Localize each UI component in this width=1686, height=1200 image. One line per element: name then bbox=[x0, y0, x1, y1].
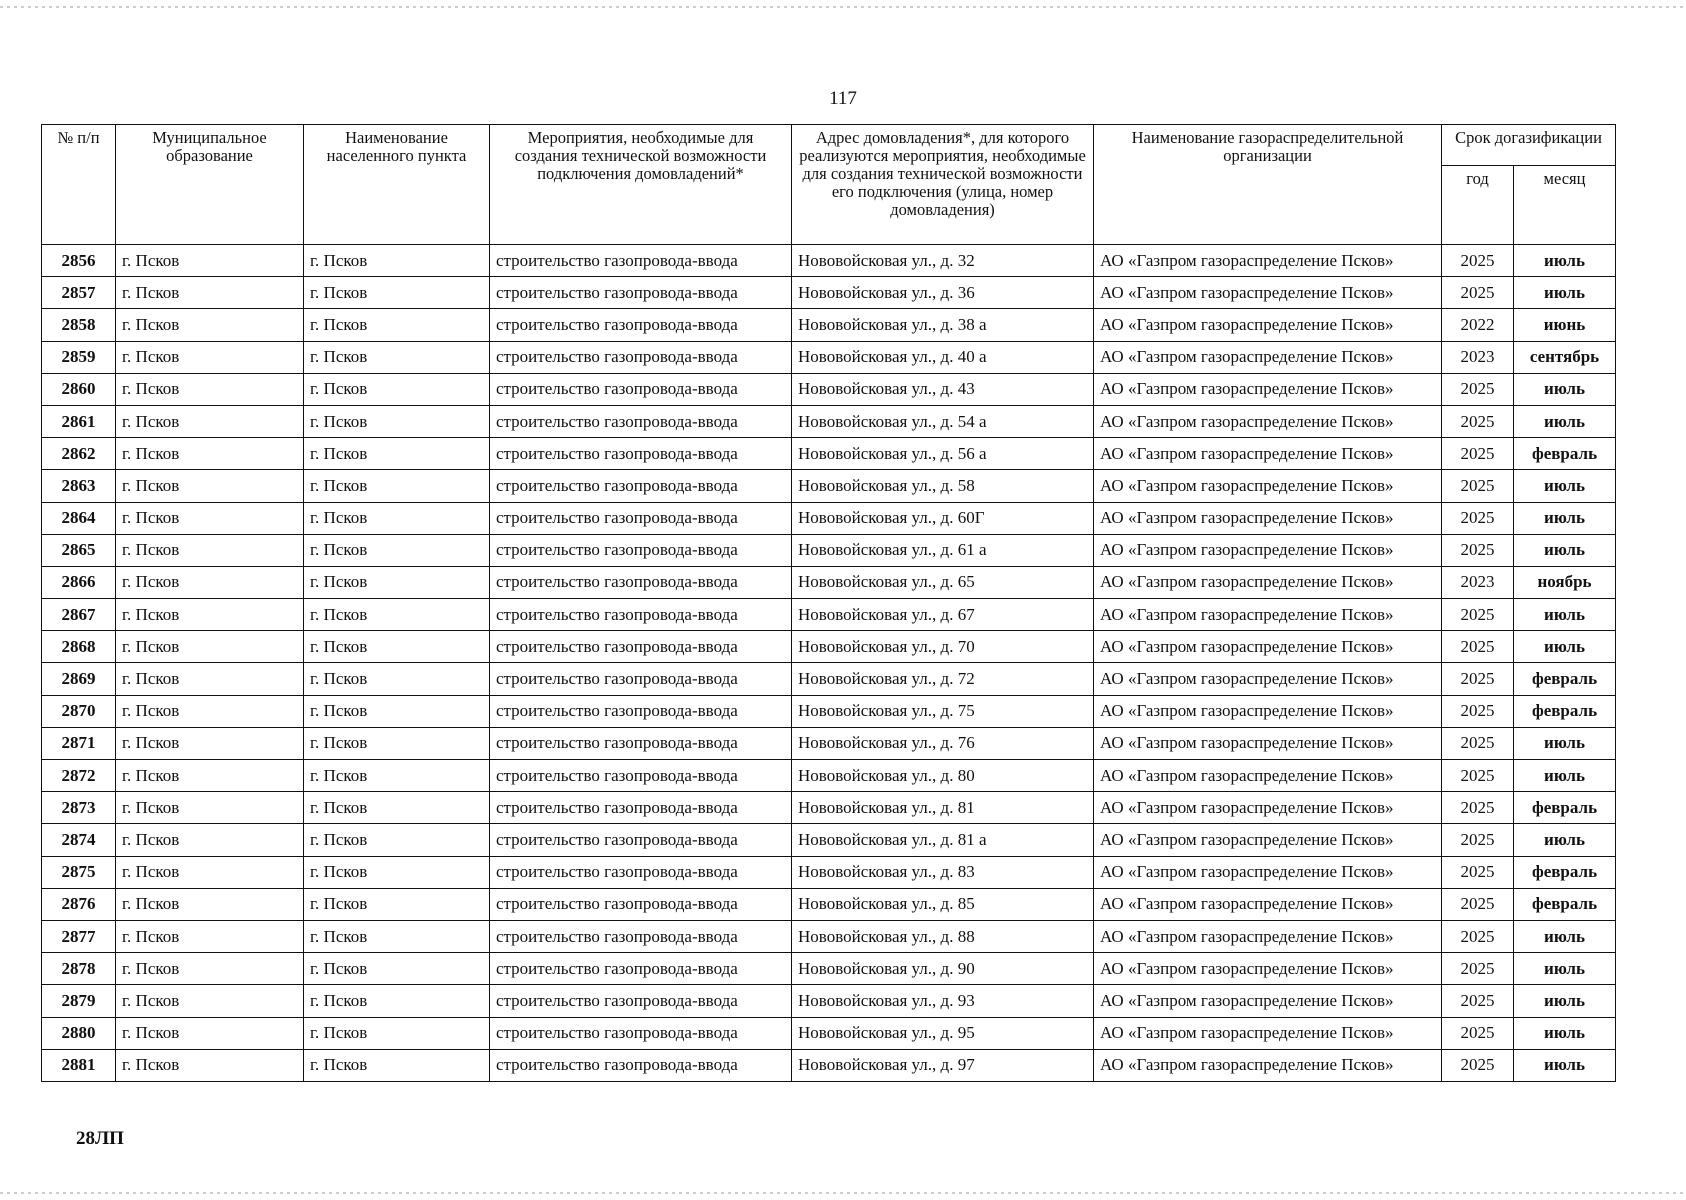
header-month: месяц bbox=[1514, 166, 1616, 245]
cell-organization: АО «Газпром газораспределение Псков» bbox=[1094, 502, 1442, 534]
cell-num: 2874 bbox=[42, 824, 116, 856]
cell-month: февраль bbox=[1514, 663, 1616, 695]
cell-organization: АО «Газпром газораспределение Псков» bbox=[1094, 245, 1442, 277]
cell-municipality: г. Псков bbox=[116, 985, 304, 1017]
footer-code: 28ЛП bbox=[76, 1128, 124, 1149]
cell-settlement: г. Псков bbox=[304, 631, 490, 663]
table-row bbox=[42, 566, 1616, 598]
cell-year: 2025 bbox=[1442, 792, 1514, 824]
cell-settlement: г. Псков bbox=[304, 953, 490, 985]
cell-year: 2025 bbox=[1442, 824, 1514, 856]
cell-measure: строительство газопровода-ввода bbox=[490, 631, 792, 663]
cell-organization: АО «Газпром газораспределение Псков» bbox=[1094, 534, 1442, 566]
cell-address: Нововойсковая ул., д. 81 а bbox=[792, 824, 1094, 856]
cell-num: 2877 bbox=[42, 920, 116, 952]
cell-month: июль bbox=[1514, 245, 1616, 277]
cell-municipality: г. Псков bbox=[116, 341, 304, 373]
cell-month: июль bbox=[1514, 920, 1616, 952]
table-row bbox=[42, 277, 1616, 309]
cell-measure: строительство газопровода-ввода bbox=[490, 405, 792, 437]
cell-year: 2025 bbox=[1442, 695, 1514, 727]
cell-year: 2025 bbox=[1442, 373, 1514, 405]
cell-month: февраль bbox=[1514, 856, 1616, 888]
cell-month: февраль bbox=[1514, 695, 1616, 727]
cell-measure: строительство газопровода-ввода bbox=[490, 277, 792, 309]
cell-settlement: г. Псков bbox=[304, 920, 490, 952]
cell-num: 2867 bbox=[42, 599, 116, 631]
cell-municipality: г. Псков bbox=[116, 663, 304, 695]
cell-organization: АО «Газпром газораспределение Псков» bbox=[1094, 953, 1442, 985]
table-row bbox=[42, 727, 1616, 759]
cell-measure: строительство газопровода-ввода bbox=[490, 663, 792, 695]
cell-year: 2025 bbox=[1442, 245, 1514, 277]
table-row bbox=[42, 405, 1616, 437]
table-row bbox=[42, 856, 1616, 888]
cell-year: 2025 bbox=[1442, 856, 1514, 888]
table-row bbox=[42, 985, 1616, 1017]
header-measures: Мероприятия, необходимые для создания технической возможности подключения домовладений* bbox=[490, 125, 792, 245]
cell-num: 2872 bbox=[42, 760, 116, 792]
cell-settlement: г. Псков bbox=[304, 341, 490, 373]
page-number: 117 bbox=[829, 88, 857, 109]
cell-month: июль bbox=[1514, 631, 1616, 663]
header-municipality: Муниципальное образование bbox=[116, 125, 304, 245]
cell-num: 2857 bbox=[42, 277, 116, 309]
cell-settlement: г. Псков bbox=[304, 888, 490, 920]
cell-month: июль bbox=[1514, 953, 1616, 985]
cell-settlement: г. Псков bbox=[304, 245, 490, 277]
cell-organization: АО «Газпром газораспределение Псков» bbox=[1094, 341, 1442, 373]
cell-num: 2862 bbox=[42, 438, 116, 470]
gasification-table bbox=[41, 124, 1616, 1082]
cell-month: февраль bbox=[1514, 438, 1616, 470]
cell-organization: АО «Газпром газораспределение Псков» bbox=[1094, 727, 1442, 759]
cell-num: 2870 bbox=[42, 695, 116, 727]
cell-measure: строительство газопровода-ввода bbox=[490, 888, 792, 920]
cell-organization: АО «Газпром газораспределение Псков» bbox=[1094, 599, 1442, 631]
cell-settlement: г. Псков bbox=[304, 566, 490, 598]
cell-address: Нововойсковая ул., д. 38 а bbox=[792, 309, 1094, 341]
cell-municipality: г. Псков bbox=[116, 277, 304, 309]
table-row bbox=[42, 373, 1616, 405]
cell-month: июль bbox=[1514, 534, 1616, 566]
cell-num: 2865 bbox=[42, 534, 116, 566]
cell-measure: строительство газопровода-ввода bbox=[490, 953, 792, 985]
cell-settlement: г. Псков bbox=[304, 309, 490, 341]
cell-settlement: г. Псков bbox=[304, 727, 490, 759]
cell-organization: АО «Газпром газораспределение Псков» bbox=[1094, 792, 1442, 824]
cell-address: Нововойсковая ул., д. 72 bbox=[792, 663, 1094, 695]
cell-month: ноябрь bbox=[1514, 566, 1616, 598]
cell-municipality: г. Псков bbox=[116, 727, 304, 759]
table-row bbox=[42, 1049, 1616, 1081]
cell-organization: АО «Газпром газораспределение Псков» bbox=[1094, 309, 1442, 341]
cell-address: Нововойсковая ул., д. 65 bbox=[792, 566, 1094, 598]
cell-municipality: г. Псков bbox=[116, 373, 304, 405]
cell-address: Нововойсковая ул., д. 43 bbox=[792, 373, 1094, 405]
cell-num: 2863 bbox=[42, 470, 116, 502]
cell-num: 2866 bbox=[42, 566, 116, 598]
cell-year: 2025 bbox=[1442, 502, 1514, 534]
cell-organization: АО «Газпром газораспределение Псков» bbox=[1094, 888, 1442, 920]
cell-organization: АО «Газпром газораспределение Псков» bbox=[1094, 824, 1442, 856]
table-row bbox=[42, 824, 1616, 856]
cell-organization: АО «Газпром газораспределение Псков» bbox=[1094, 920, 1442, 952]
cell-municipality: г. Псков bbox=[116, 1049, 304, 1081]
cell-municipality: г. Псков bbox=[116, 502, 304, 534]
cell-settlement: г. Псков bbox=[304, 856, 490, 888]
cell-organization: АО «Газпром газораспределение Псков» bbox=[1094, 438, 1442, 470]
cell-num: 2869 bbox=[42, 663, 116, 695]
cell-address: Нововойсковая ул., д. 83 bbox=[792, 856, 1094, 888]
table-row bbox=[42, 438, 1616, 470]
cell-organization: АО «Газпром газораспределение Псков» bbox=[1094, 470, 1442, 502]
cell-measure: строительство газопровода-ввода bbox=[490, 792, 792, 824]
table-row bbox=[42, 245, 1616, 277]
cell-measure: строительство газопровода-ввода bbox=[490, 824, 792, 856]
cell-month: июль bbox=[1514, 985, 1616, 1017]
cell-num: 2873 bbox=[42, 792, 116, 824]
cell-municipality: г. Псков bbox=[116, 824, 304, 856]
table-row bbox=[42, 534, 1616, 566]
cell-month: июль bbox=[1514, 502, 1616, 534]
scan-edge-bottom bbox=[0, 1192, 1686, 1194]
cell-num: 2876 bbox=[42, 888, 116, 920]
table-row bbox=[42, 470, 1616, 502]
cell-settlement: г. Псков bbox=[304, 470, 490, 502]
cell-measure: строительство газопровода-ввода bbox=[490, 534, 792, 566]
cell-year: 2025 bbox=[1442, 405, 1514, 437]
cell-year: 2025 bbox=[1442, 920, 1514, 952]
cell-num: 2864 bbox=[42, 502, 116, 534]
cell-month: июль bbox=[1514, 760, 1616, 792]
cell-municipality: г. Псков bbox=[116, 438, 304, 470]
cell-year: 2025 bbox=[1442, 985, 1514, 1017]
cell-organization: АО «Газпром газораспределение Псков» bbox=[1094, 663, 1442, 695]
cell-municipality: г. Псков bbox=[116, 566, 304, 598]
cell-measure: строительство газопровода-ввода bbox=[490, 760, 792, 792]
cell-settlement: г. Псков bbox=[304, 792, 490, 824]
cell-address: Нововойсковая ул., д. 85 bbox=[792, 888, 1094, 920]
cell-settlement: г. Псков bbox=[304, 760, 490, 792]
cell-municipality: г. Псков bbox=[116, 309, 304, 341]
cell-num: 2861 bbox=[42, 405, 116, 437]
cell-year: 2025 bbox=[1442, 470, 1514, 502]
cell-measure: строительство газопровода-ввода bbox=[490, 856, 792, 888]
cell-municipality: г. Псков bbox=[116, 953, 304, 985]
table-row bbox=[42, 599, 1616, 631]
table-row bbox=[42, 920, 1616, 952]
cell-settlement: г. Псков bbox=[304, 695, 490, 727]
cell-municipality: г. Псков bbox=[116, 792, 304, 824]
cell-address: Нововойсковая ул., д. 95 bbox=[792, 1017, 1094, 1049]
table-row bbox=[42, 888, 1616, 920]
cell-settlement: г. Псков bbox=[304, 985, 490, 1017]
header-organization: Наименование газораспределительной организации bbox=[1094, 125, 1442, 245]
cell-address: Нововойсковая ул., д. 36 bbox=[792, 277, 1094, 309]
cell-municipality: г. Псков bbox=[116, 245, 304, 277]
cell-settlement: г. Псков bbox=[304, 1017, 490, 1049]
cell-organization: АО «Газпром газораспределение Псков» bbox=[1094, 1017, 1442, 1049]
cell-organization: АО «Газпром газораспределение Псков» bbox=[1094, 405, 1442, 437]
header-address: Адрес домовладения*, для которого реализуются мероприятия, необходимые для создания технической возможности его подключения (улица, номер домовладения) bbox=[792, 125, 1094, 245]
cell-measure: строительство газопровода-ввода bbox=[490, 599, 792, 631]
cell-month: июль bbox=[1514, 277, 1616, 309]
cell-month: июль bbox=[1514, 599, 1616, 631]
table-body bbox=[42, 245, 1616, 1082]
cell-month: июль bbox=[1514, 1017, 1616, 1049]
cell-organization: АО «Газпром газораспределение Псков» bbox=[1094, 760, 1442, 792]
cell-municipality: г. Псков bbox=[116, 695, 304, 727]
table-row bbox=[42, 502, 1616, 534]
cell-organization: АО «Газпром газораспределение Псков» bbox=[1094, 1049, 1442, 1081]
cell-num: 2879 bbox=[42, 985, 116, 1017]
cell-organization: АО «Газпром газораспределение Псков» bbox=[1094, 373, 1442, 405]
cell-year: 2025 bbox=[1442, 631, 1514, 663]
cell-settlement: г. Псков bbox=[304, 502, 490, 534]
cell-organization: АО «Газпром газораспределение Псков» bbox=[1094, 985, 1442, 1017]
cell-year: 2025 bbox=[1442, 1017, 1514, 1049]
cell-month: июль bbox=[1514, 1049, 1616, 1081]
table-row bbox=[42, 663, 1616, 695]
cell-address: Нововойсковая ул., д. 75 bbox=[792, 695, 1094, 727]
cell-month: февраль bbox=[1514, 792, 1616, 824]
cell-measure: строительство газопровода-ввода bbox=[490, 727, 792, 759]
header-settlement: Наименование населенного пункта bbox=[304, 125, 490, 245]
cell-measure: строительство газопровода-ввода bbox=[490, 341, 792, 373]
cell-address: Нововойсковая ул., д. 76 bbox=[792, 727, 1094, 759]
table-header bbox=[42, 125, 1616, 245]
cell-address: Нововойсковая ул., д. 81 bbox=[792, 792, 1094, 824]
cell-year: 2025 bbox=[1442, 953, 1514, 985]
cell-address: Нововойсковая ул., д. 88 bbox=[792, 920, 1094, 952]
cell-measure: строительство газопровода-ввода bbox=[490, 1049, 792, 1081]
cell-measure: строительство газопровода-ввода bbox=[490, 502, 792, 534]
cell-month: июнь bbox=[1514, 309, 1616, 341]
header-year: год bbox=[1442, 166, 1514, 245]
cell-address: Нововойсковая ул., д. 56 а bbox=[792, 438, 1094, 470]
cell-address: Нововойсковая ул., д. 67 bbox=[792, 599, 1094, 631]
cell-measure: строительство газопровода-ввода bbox=[490, 245, 792, 277]
cell-organization: АО «Газпром газораспределение Псков» bbox=[1094, 277, 1442, 309]
cell-settlement: г. Псков bbox=[304, 824, 490, 856]
cell-municipality: г. Псков bbox=[116, 1017, 304, 1049]
cell-month: июль bbox=[1514, 824, 1616, 856]
cell-settlement: г. Псков bbox=[304, 599, 490, 631]
table-row bbox=[42, 341, 1616, 373]
cell-settlement: г. Псков bbox=[304, 1049, 490, 1081]
cell-organization: АО «Газпром газораспределение Псков» bbox=[1094, 856, 1442, 888]
cell-year: 2025 bbox=[1442, 277, 1514, 309]
cell-year: 2025 bbox=[1442, 534, 1514, 566]
cell-address: Нововойсковая ул., д. 97 bbox=[792, 1049, 1094, 1081]
cell-year: 2022 bbox=[1442, 309, 1514, 341]
cell-organization: АО «Газпром газораспределение Псков» bbox=[1094, 695, 1442, 727]
table-row bbox=[42, 792, 1616, 824]
cell-settlement: г. Псков bbox=[304, 663, 490, 695]
scan-edge-top bbox=[0, 6, 1686, 8]
cell-organization: АО «Газпром газораспределение Псков» bbox=[1094, 566, 1442, 598]
cell-measure: строительство газопровода-ввода bbox=[490, 470, 792, 502]
table-row bbox=[42, 953, 1616, 985]
cell-measure: строительство газопровода-ввода bbox=[490, 695, 792, 727]
cell-num: 2856 bbox=[42, 245, 116, 277]
cell-address: Нововойсковая ул., д. 80 bbox=[792, 760, 1094, 792]
cell-measure: строительство газопровода-ввода bbox=[490, 920, 792, 952]
cell-month: июль bbox=[1514, 470, 1616, 502]
cell-municipality: г. Псков bbox=[116, 920, 304, 952]
cell-num: 2858 bbox=[42, 309, 116, 341]
cell-year: 2025 bbox=[1442, 727, 1514, 759]
cell-address: Нововойсковая ул., д. 40 а bbox=[792, 341, 1094, 373]
cell-address: Нововойсковая ул., д. 90 bbox=[792, 953, 1094, 985]
cell-num: 2878 bbox=[42, 953, 116, 985]
cell-num: 2881 bbox=[42, 1049, 116, 1081]
cell-measure: строительство газопровода-ввода bbox=[490, 373, 792, 405]
cell-address: Нововойсковая ул., д. 32 bbox=[792, 245, 1094, 277]
cell-organization: АО «Газпром газораспределение Псков» bbox=[1094, 631, 1442, 663]
cell-municipality: г. Псков bbox=[116, 405, 304, 437]
cell-num: 2880 bbox=[42, 1017, 116, 1049]
cell-num: 2871 bbox=[42, 727, 116, 759]
cell-measure: строительство газопровода-ввода bbox=[490, 309, 792, 341]
cell-address: Нововойсковая ул., д. 93 bbox=[792, 985, 1094, 1017]
cell-measure: строительство газопровода-ввода bbox=[490, 1017, 792, 1049]
cell-num: 2860 bbox=[42, 373, 116, 405]
cell-month: июль bbox=[1514, 405, 1616, 437]
cell-municipality: г. Псков bbox=[116, 888, 304, 920]
cell-municipality: г. Псков bbox=[116, 599, 304, 631]
cell-year: 2025 bbox=[1442, 438, 1514, 470]
cell-address: Нововойсковая ул., д. 54 а bbox=[792, 405, 1094, 437]
header-deadline: Срок догазификации bbox=[1442, 125, 1616, 166]
cell-measure: строительство газопровода-ввода bbox=[490, 985, 792, 1017]
table-row bbox=[42, 695, 1616, 727]
cell-settlement: г. Псков bbox=[304, 405, 490, 437]
cell-year: 2025 bbox=[1442, 760, 1514, 792]
cell-num: 2859 bbox=[42, 341, 116, 373]
cell-month: февраль bbox=[1514, 888, 1616, 920]
cell-settlement: г. Псков bbox=[304, 534, 490, 566]
cell-settlement: г. Псков bbox=[304, 277, 490, 309]
cell-year: 2025 bbox=[1442, 663, 1514, 695]
cell-month: сентябрь bbox=[1514, 341, 1616, 373]
cell-month: июль bbox=[1514, 727, 1616, 759]
cell-settlement: г. Псков bbox=[304, 438, 490, 470]
cell-year: 2025 bbox=[1442, 888, 1514, 920]
cell-num: 2875 bbox=[42, 856, 116, 888]
table-row bbox=[42, 760, 1616, 792]
cell-year: 2023 bbox=[1442, 566, 1514, 598]
cell-address: Нововойсковая ул., д. 58 bbox=[792, 470, 1094, 502]
table-row bbox=[42, 309, 1616, 341]
table-row bbox=[42, 631, 1616, 663]
cell-address: Нововойсковая ул., д. 61 а bbox=[792, 534, 1094, 566]
cell-year: 2023 bbox=[1442, 341, 1514, 373]
cell-year: 2025 bbox=[1442, 1049, 1514, 1081]
cell-municipality: г. Псков bbox=[116, 856, 304, 888]
cell-measure: строительство газопровода-ввода bbox=[490, 438, 792, 470]
header-num: № п/п bbox=[42, 125, 116, 245]
cell-month: июль bbox=[1514, 373, 1616, 405]
cell-year: 2025 bbox=[1442, 599, 1514, 631]
cell-address: Нововойсковая ул., д. 60Г bbox=[792, 502, 1094, 534]
cell-measure: строительство газопровода-ввода bbox=[490, 566, 792, 598]
cell-municipality: г. Псков bbox=[116, 760, 304, 792]
cell-municipality: г. Псков bbox=[116, 631, 304, 663]
cell-num: 2868 bbox=[42, 631, 116, 663]
table-row bbox=[42, 1017, 1616, 1049]
cell-settlement: г. Псков bbox=[304, 373, 490, 405]
cell-municipality: г. Псков bbox=[116, 534, 304, 566]
cell-address: Нововойсковая ул., д. 70 bbox=[792, 631, 1094, 663]
cell-municipality: г. Псков bbox=[116, 470, 304, 502]
